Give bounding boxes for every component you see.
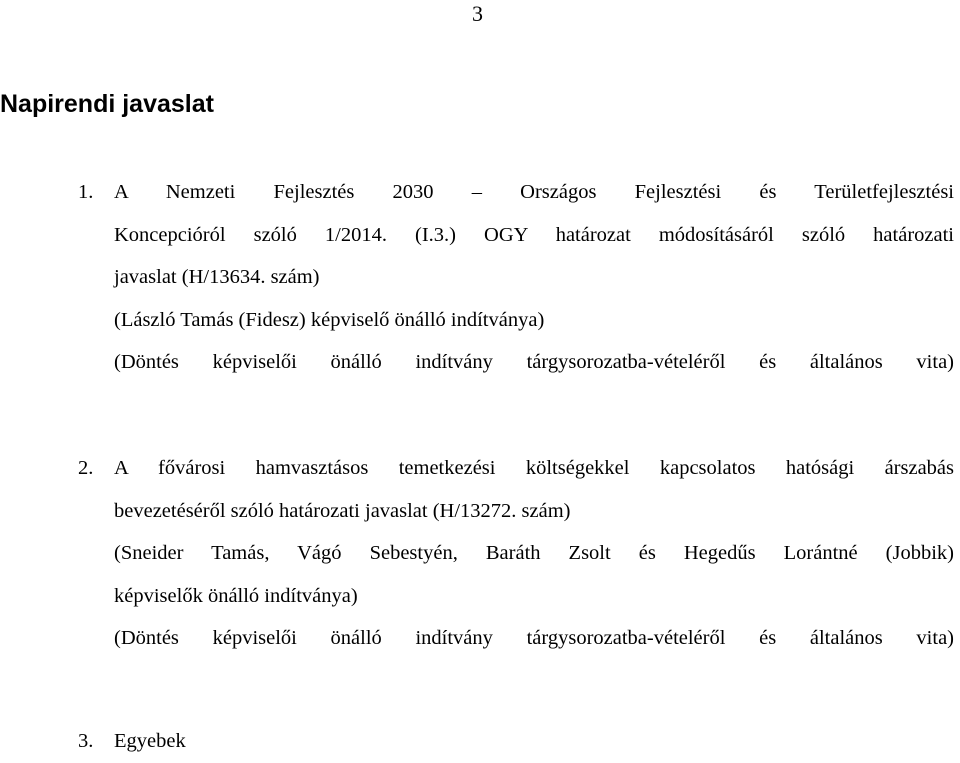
agenda-item-line: (Döntés képviselői önálló indítvány tárgysorozatba-vételéről és általános vita) (114, 627, 954, 649)
agenda-item-line: javaslat (H/13634. szám) (114, 266, 320, 288)
agenda-item-line: bevezetéséről szóló határozati javaslat (H/13272. szám) (114, 499, 571, 522)
agenda-item-number: 2. (78, 457, 94, 479)
agenda-item-line: Egyebek (114, 730, 186, 752)
agenda-item-line: képviselők önálló indítványa) (114, 584, 358, 607)
agenda-item-number: 1. (78, 181, 94, 203)
agenda-item-line: A Nemzeti Fejlesztés 2030 – Országos Fejlesztési és Területfejlesztési (114, 181, 954, 203)
page-number: 3 (472, 1, 483, 26)
agenda-item-line: (László Tamás (Fidesz) képviselő önálló indítványa) (114, 308, 545, 331)
agenda-item-3 (78, 720, 954, 763)
agenda-item-line: (Sneider Tamás, Vágó Sebestyén, Baráth Zsolt és Hegedűs Lorántné (Jobbik) (114, 542, 954, 564)
agenda-item-2 (78, 447, 954, 660)
agenda-item-line: (Döntés képviselői önálló indítvány tárgysorozatba-vételéről és általános vita) (114, 351, 954, 373)
agenda-item-line: A fővárosi hamvasztásos temetkezési költségekkel kapcsolatos hatósági árszabás (114, 457, 954, 479)
agenda-item-body (114, 447, 954, 660)
agenda-item-1 (78, 171, 954, 384)
agenda-item-body (114, 720, 954, 763)
agenda-item-line: Koncepcióról szóló 1/2014. (I.3.) OGY határozat módosításáról szóló határozati (114, 223, 954, 246)
agenda-item-body (114, 171, 954, 384)
agenda-item-number: 3. (78, 730, 94, 752)
agenda-title: Napirendi javaslat (0, 90, 214, 118)
